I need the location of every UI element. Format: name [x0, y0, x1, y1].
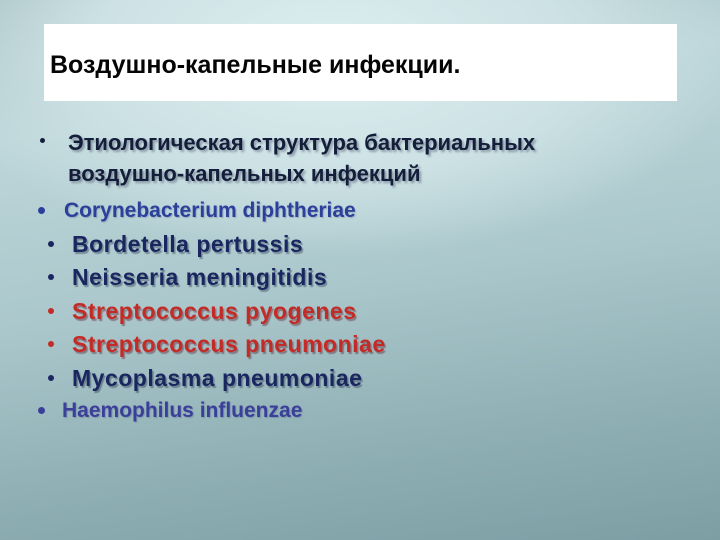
heading-text: Этиологическая структура бактериальных воздушно-капельных инфекций: [68, 130, 536, 186]
bullet-icon: [48, 341, 54, 347]
list-item-label: Mycoplasma pneumoniae: [72, 365, 363, 391]
list-item-streptococcus-pyogenes: [48, 299, 357, 323]
list-item-label: Neisseria meningitidis: [72, 264, 328, 290]
bullet-icon: [38, 407, 45, 414]
slide-title-box: [44, 24, 677, 101]
bullet-icon: [38, 207, 45, 214]
heading-row: [40, 127, 548, 189]
list-item-label: Haemophilus influenzae: [62, 399, 303, 422]
bullet-icon: [48, 274, 54, 280]
list-item-label: Bordetella pertussis: [72, 231, 304, 257]
list-item-label: Streptococcus pyogenes: [72, 298, 357, 324]
bullet-icon: [48, 241, 54, 247]
list-item-haemophilus: [38, 399, 302, 423]
slide-title: Воздушно-капельные инфекции.: [50, 51, 461, 79]
bullet-icon: [48, 308, 54, 314]
bullet-icon: [40, 138, 45, 143]
list-item-label: Streptococcus pneumoniae: [72, 331, 386, 357]
list-item-mycoplasma: [48, 366, 362, 390]
list-item-bordetella: [48, 232, 303, 256]
list-item-label: Corynebacterium diphtheriae: [64, 199, 356, 222]
list-item-streptococcus-pneumoniae: [48, 332, 386, 356]
list-item-corynebacterium: [38, 199, 356, 223]
list-item-neisseria: [48, 265, 327, 289]
bullet-icon: [48, 375, 54, 381]
